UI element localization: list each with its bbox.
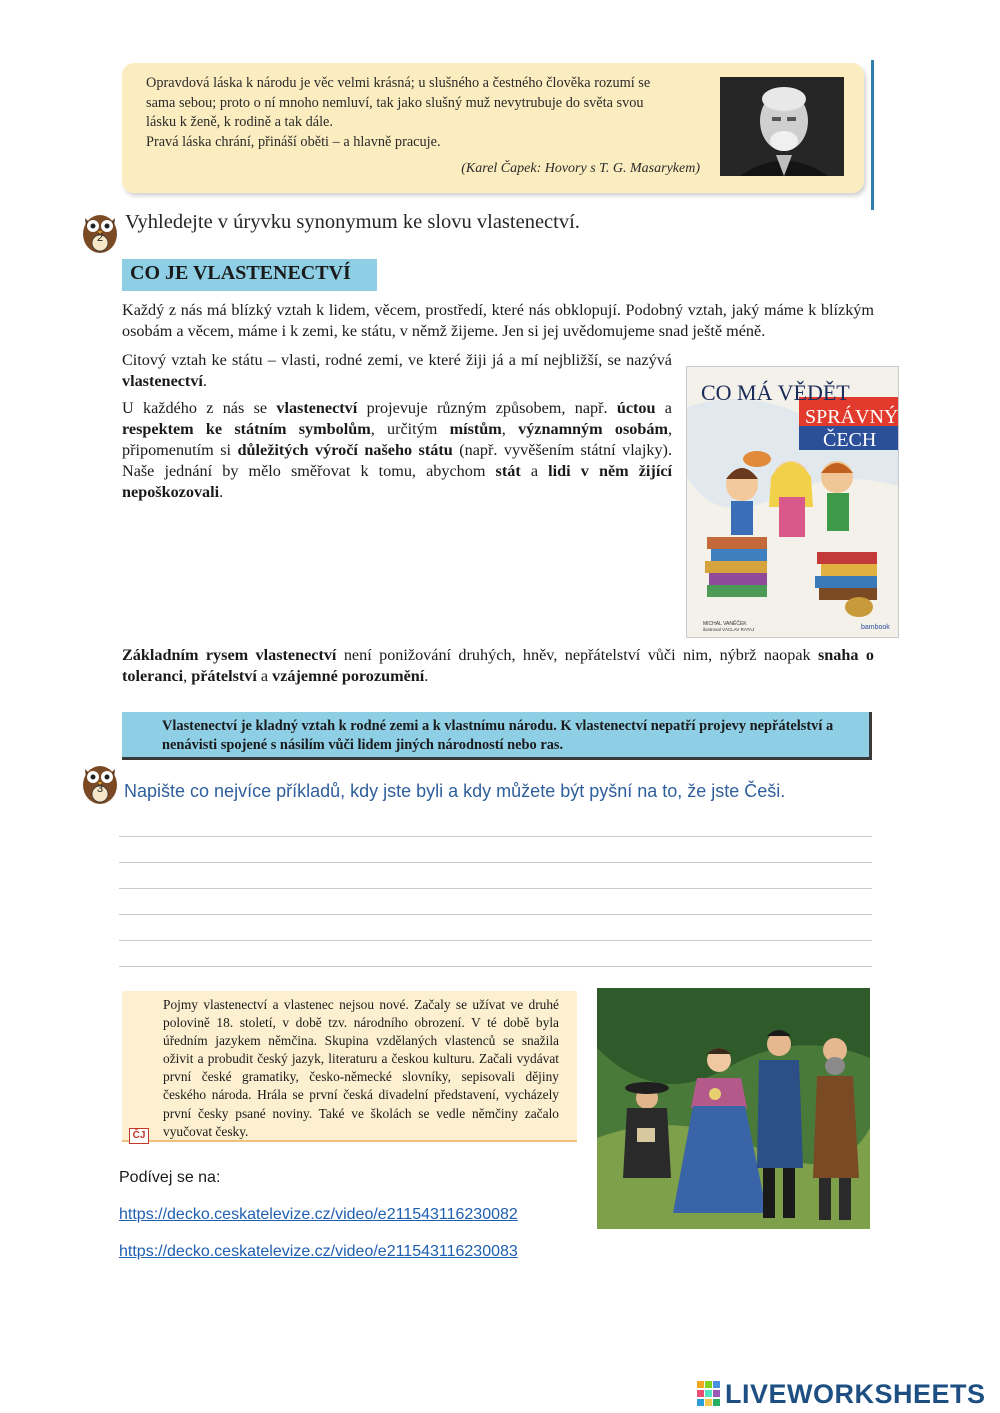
liveworksheets-logo[interactable]	[697, 1377, 986, 1411]
paragraph-3	[122, 398, 672, 503]
masaryk-portrait	[720, 77, 844, 176]
bold-term: úctou	[616, 399, 656, 417]
book-title-2: SPRÁVNÝ	[805, 406, 899, 428]
margin-rule	[871, 60, 874, 210]
answer-line[interactable]	[119, 888, 872, 889]
bold-term: stát	[495, 462, 521, 480]
quote-source: (Karel Čapek: Hovory s T. G. Masarykem)	[461, 161, 700, 176]
bold-term: místům	[449, 420, 502, 438]
video-link-2[interactable]: https://decko.ceskatelevize.cz/video/e211543116230083	[119, 1243, 518, 1260]
section-heading: CO JE VLASTENECTVÍ	[130, 262, 351, 284]
definition-text: Vlastenectví je kladný vztah k rodné zemi a k vlastnímu národu. K vlastenectví nepatří projevy nepřátelství a nenávisti spojené s násilím vůči lidem jiných národností nebo ras.	[162, 718, 834, 753]
bold-term: přátelství	[191, 667, 257, 685]
text-run: ,	[183, 667, 192, 685]
paragraph-2	[122, 350, 672, 392]
logo-mark-icon	[697, 1381, 721, 1407]
paragraph-4	[122, 645, 874, 687]
text-run: , připomenutím si	[122, 420, 672, 459]
text-run: .	[424, 667, 429, 685]
owl-icon	[80, 757, 120, 805]
book-cover-image	[686, 366, 899, 638]
quote-text	[146, 74, 706, 152]
text-run: .	[219, 483, 224, 501]
task-2-text: Vyhledejte v úryvku synonymum ke slovu vlastenectví.	[125, 211, 580, 233]
text-run: a	[520, 462, 549, 480]
answer-line[interactable]	[119, 966, 872, 967]
bold-term: lidi v něm žijící nepoškozovali	[122, 462, 673, 501]
bold-term: snaha o toleranci	[122, 646, 874, 685]
bold-term: důležitých výročí našeho státu	[237, 441, 453, 459]
answer-line[interactable]	[119, 914, 872, 915]
paragraph-2-term: vlastenectví	[122, 372, 203, 390]
quote-line: sama sebou; proto o ní mnoho nemluví, tak jako slušný muž nevytrubuje do světa svou	[146, 94, 644, 111]
text-run: , určitým	[370, 420, 450, 438]
subject-badge: ČJ	[129, 1128, 149, 1144]
book-title-1: CO MÁ VĚDĚT	[701, 380, 850, 405]
book-title-3: ČECH	[823, 429, 877, 451]
logo-text: LIVEWORKSHEETS	[725, 1378, 986, 1409]
text-run: a	[256, 667, 273, 685]
answer-line[interactable]	[119, 836, 872, 837]
bold-term: vzájemné porozumění	[272, 667, 425, 685]
paragraph-1: Každý z nás má blízký vztah k lidem, věcem, prostředí, které nás obklopují. Podobný vztah, jaký máme k blízkým osobám a věcem, máme i k zemi, ke státu, v němž žijeme. Jen si jej uvědomujeme snad ještě méně.	[122, 301, 874, 340]
video-link-1[interactable]: https://decko.ceskatelevize.cz/video/e211543116230082	[119, 1206, 518, 1223]
bold-term: vlastenectví	[276, 399, 358, 417]
book-publisher: bambook	[861, 624, 890, 631]
quote-line: Pravá láska chrání, přináší oběti – a hlavně pracuje.	[146, 133, 441, 150]
text-run: projevuje různým způsobem, např.	[357, 399, 617, 417]
bold-term: respektem ke státním symbolům	[122, 420, 371, 438]
text-run: a	[655, 399, 672, 417]
book-illustrator: ilustroval VÁCLAV RATAJ	[703, 627, 755, 632]
bold-term: Základním rysem vlastenectví	[122, 646, 337, 664]
paragraph-2-end: .	[202, 372, 207, 390]
task-number: 3	[96, 783, 104, 795]
quote-line: lásku k ženě, k rodině a tak dále.	[146, 114, 333, 130]
answer-line[interactable]	[119, 862, 872, 863]
answer-line[interactable]	[119, 940, 872, 941]
text-run: (např. vyvěšením státní vlajky). Naše jednání by mělo směřovat k tomu, abychom	[122, 441, 672, 480]
task-number: 2	[96, 232, 104, 244]
paragraph-2-text: Citový vztah ke státu – vlasti, rodné zemi, ve které žiji já a mí nejbližší, se nazývá	[122, 351, 672, 369]
owl-icon	[80, 206, 120, 254]
task-3-text: Napište co nejvíce příkladů, kdy jste byli a kdy můžete být pyšní na to, že jste Češi.	[124, 781, 786, 801]
text-run: U každého z nás se	[122, 399, 277, 417]
text-run: není ponižování druhých, hněv, nepřátelství vůči nim, nýbrž naopak	[336, 646, 818, 664]
national-revival-painting	[597, 988, 870, 1229]
book-author: MICHAL VANĚČEK	[703, 621, 747, 627]
bold-term: významným osobám	[518, 420, 668, 438]
quote-line: Opravdová láska k národu je věc velmi krásná; u slušného a čestného člověka rozumí se	[146, 75, 651, 91]
history-text: Pojmy vlastenectví a vlastenec nejsou nové. Začaly se užívat ve druhé polovině 18. století, v době tzv. národního obrození. V té době byla úředním jazykem němčina. Skupina vzdělaných vlastenců se snažila oživit a probudit český jazyk, literaturu a českou kulturu. Začali vydávat první české gramatiky, česko-německé slovníky, sepisovali dějiny českého národa. Hrála se první česká divadelní představení, vycházely první česky psané noviny. Také ve školách se vedle němčiny začalo vyučovat česky.	[163, 997, 559, 1139]
text-run: ,	[501, 420, 519, 438]
links-label: Podívej se na:	[119, 1169, 221, 1186]
